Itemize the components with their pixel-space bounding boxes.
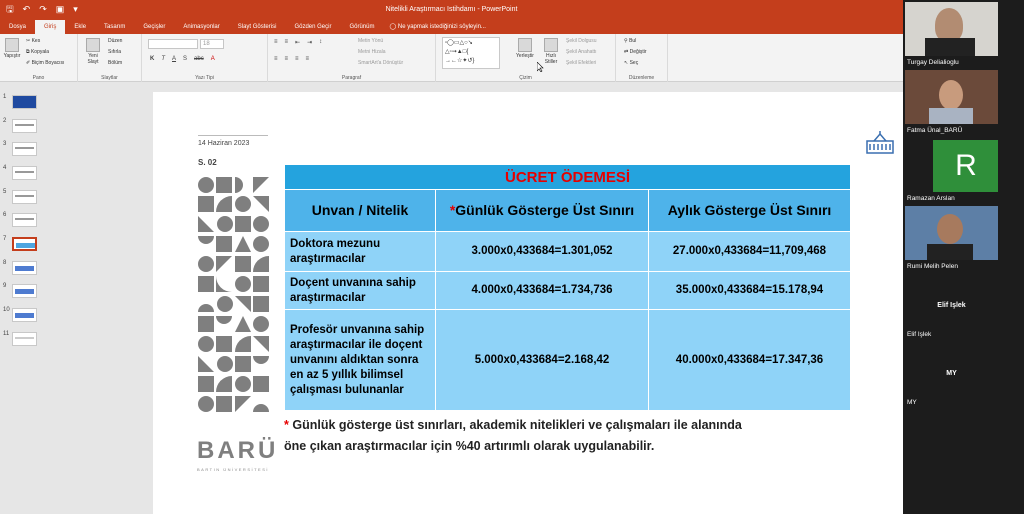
participant-name: Turgay Delialioglu	[907, 59, 959, 66]
row-monthly: 27.000x0,433684=11,709,468	[649, 232, 851, 272]
slide-thumbnail[interactable]	[2, 331, 44, 351]
start-slideshow-icon[interactable]: ▣	[55, 4, 65, 14]
participant-tile[interactable]	[905, 342, 998, 408]
paste-button[interactable]	[1, 38, 23, 59]
tell-me-box[interactable]	[383, 20, 485, 34]
bullets-icon[interactable]: ≡	[274, 39, 278, 45]
thumb-image	[12, 166, 37, 180]
section-button[interactable]: Bölüm	[108, 60, 123, 66]
decrease-indent-icon[interactable]: ⇤	[295, 40, 301, 46]
paste-label: Yapıştır	[3, 53, 21, 59]
participant-tile[interactable]	[905, 274, 998, 340]
group-label: Pano	[32, 75, 45, 81]
smartart-button[interactable]: SmartArt'a Dönüştür	[358, 60, 404, 66]
reset-button[interactable]: Sıfırla	[108, 49, 122, 55]
participant-video	[905, 2, 998, 56]
table-row	[285, 310, 851, 411]
tell-me-text: Ne yapmak istediğinizi söyleyin...	[397, 24, 486, 30]
thumb-image	[12, 332, 37, 346]
participant-name: MY	[907, 399, 917, 406]
participant-video	[905, 206, 998, 260]
thumb-number: 4	[3, 165, 7, 171]
participant-tile[interactable]	[905, 138, 998, 204]
brush-icon: ✐	[26, 60, 32, 66]
table-title: ÜCRET ÖDEMESİ	[285, 165, 851, 190]
mouse-cursor-icon	[537, 62, 545, 72]
participant-tile[interactable]	[905, 206, 998, 272]
row-monthly: 40.000x0,433684=17.347,36	[649, 310, 851, 411]
align-left-icon[interactable]: ≡	[274, 56, 278, 62]
person-silhouette	[939, 80, 963, 110]
bold-icon[interactable]: K	[150, 56, 155, 62]
date-divider	[198, 135, 268, 136]
group-label: Düzenleme	[628, 75, 655, 81]
thumb-image	[12, 119, 37, 133]
slide-thumbnail[interactable]	[2, 212, 44, 232]
new-slide-button[interactable]	[82, 38, 104, 65]
tab-slideshow[interactable]: Slayt Gösterisi	[237, 24, 277, 30]
increase-indent-icon[interactable]: ⇥	[307, 40, 313, 46]
thumb-number: 7	[3, 236, 7, 242]
slide-thumbnail[interactable]	[2, 283, 44, 303]
line-spacing-icon[interactable]: ↕	[319, 39, 323, 45]
slide-canvas[interactable]	[153, 92, 903, 514]
align-center-icon[interactable]: ≡	[284, 56, 289, 62]
video-participants-panel	[903, 0, 1024, 514]
cut-label: Kes	[31, 38, 41, 44]
strikethrough-icon[interactable]: abc	[194, 56, 204, 62]
slide-thumbnail-active[interactable]	[2, 236, 44, 256]
note-asterisk: *	[284, 418, 289, 432]
font-name-field[interactable]	[148, 39, 198, 49]
slide-thumbnail[interactable]	[2, 165, 44, 185]
participant-avatar: R	[933, 140, 998, 192]
ribbon	[0, 34, 903, 82]
thumb-image	[12, 142, 37, 156]
asterisk: *	[449, 202, 456, 218]
university-name: BARTIN ÜNİVERSİTESİ	[197, 467, 269, 472]
thumb-image	[12, 237, 37, 251]
replace-label: Değiştir	[629, 49, 647, 55]
thumb-number: 2	[3, 118, 7, 124]
group-clipboard	[0, 34, 78, 82]
select-button[interactable]	[624, 60, 638, 67]
tab-animations[interactable]: Animasyonlar	[183, 24, 220, 30]
tab-design[interactable]: Tasarım	[104, 24, 126, 30]
thumb-number: 1	[3, 94, 7, 100]
title-bar	[0, 0, 903, 20]
thumb-number: 10	[3, 307, 10, 313]
copy-label: Kopyala	[30, 49, 50, 55]
header-daily	[436, 190, 649, 232]
group-label: Slaytlar	[101, 75, 118, 81]
table-header-row	[285, 190, 851, 232]
font-size-field[interactable]: 18	[200, 39, 224, 49]
slide-thumbnail[interactable]	[2, 94, 44, 114]
window-title: Nitelikli Araştırmacı Istihdamı - PowerPoint	[385, 6, 518, 13]
new-slide-icon	[86, 38, 100, 52]
table-row	[285, 272, 851, 310]
tab-view[interactable]: Görünüm	[349, 24, 375, 30]
slide-thumbnail[interactable]	[2, 260, 44, 280]
participant-name: Elif Işlek	[907, 331, 932, 338]
slide-thumbnail[interactable]	[2, 307, 44, 327]
note-line-2: öne çıkan araştırmacılar için %40 artırımlı olarak uygulanabilir.	[284, 439, 655, 453]
list-buttons	[274, 39, 322, 46]
person-body	[927, 244, 973, 260]
cut-button[interactable]	[26, 38, 40, 45]
footnote	[284, 415, 894, 457]
participant-name: Ramazan Arslan	[907, 195, 955, 202]
slide-thumbnail[interactable]	[2, 141, 44, 161]
font-format-buttons	[150, 56, 215, 62]
new-slide-label: Yeni Slayt	[87, 53, 99, 65]
person-silhouette	[937, 214, 963, 244]
person-body	[925, 38, 975, 56]
tab-home[interactable]: Giriş	[35, 20, 65, 34]
participant-name: Fatma Ünal_BARÜ	[907, 127, 963, 134]
thumb-number: 9	[3, 283, 7, 289]
save-icon[interactable]: 🖫	[6, 4, 14, 14]
slide-thumbnail[interactable]	[2, 118, 44, 138]
thumb-number: 3	[3, 141, 7, 147]
font-color-icon[interactable]: A	[210, 56, 215, 62]
thumb-image	[12, 95, 37, 109]
tab-insert[interactable]: Ekle	[74, 24, 87, 30]
row-monthly: 35.000x0,433684=15.178,94	[649, 272, 851, 310]
undo-icon[interactable]: ↶	[22, 4, 31, 14]
row-daily: 3.000x0,433684=1.301,052	[436, 232, 649, 272]
numbering-icon[interactable]: ≡	[284, 39, 289, 45]
group-font	[142, 34, 268, 82]
thumb-image	[12, 213, 37, 227]
shapes-gallery[interactable]: ▫◯▭△○↘ △▫⇝▲□{ →←☆✦↺}	[442, 37, 500, 69]
participant-tile[interactable]	[905, 2, 998, 68]
arrange-button[interactable]	[514, 38, 536, 59]
slide-number-label: S. 02	[198, 158, 217, 167]
find-icon: ⚲	[624, 38, 630, 44]
group-slides	[78, 34, 142, 82]
thumb-image	[12, 284, 37, 298]
italic-icon[interactable]: T	[161, 56, 166, 62]
participant-video	[905, 70, 998, 124]
thumb-number: 6	[3, 212, 7, 218]
group-label: Yazı Tipi	[195, 75, 214, 81]
participant-center-name: Elif Işlek	[937, 302, 966, 309]
shadow-icon[interactable]: S	[183, 56, 188, 62]
replace-button[interactable]	[624, 49, 647, 56]
baru-logo: BARÜ	[197, 437, 279, 464]
participant-center-name: MY	[946, 370, 957, 377]
row-daily: 4.000x0,433684=1.734,736	[436, 272, 649, 310]
underline-icon[interactable]: A	[172, 56, 177, 62]
ribbon-tabs	[0, 20, 903, 34]
layout-button[interactable]: Düzen	[108, 38, 123, 44]
thumb-number: 11	[3, 331, 10, 337]
justify-icon[interactable]: ≡	[305, 56, 310, 62]
thumb-number: 8	[3, 260, 7, 266]
row-title: Doktora mezunu araştırmacılar	[285, 232, 436, 272]
format-painter-label: Biçim Boyacısı	[31, 60, 65, 66]
group-label: Çizim	[519, 75, 532, 81]
note-line-1: Günlük gösterge üst sınırları, akademik nitelikleri ve çalışmaları ile alanında	[292, 418, 742, 432]
group-label: Paragraf	[341, 75, 362, 81]
row-daily: 5.000x0,433684=2.168,42	[436, 310, 649, 411]
participant-tile[interactable]	[905, 70, 998, 136]
group-editing	[616, 34, 668, 82]
participant-name: Rumi Melih Pelen	[907, 263, 958, 270]
align-text-button[interactable]: Metni Hizala	[358, 49, 386, 55]
shape-effects-button[interactable]: Şekil Efektleri	[566, 60, 597, 66]
header-daily-text: Günlük Gösterge Üst Sınırı	[455, 202, 635, 218]
redo-icon[interactable]: ↷	[39, 4, 47, 14]
thumb-number: 5	[3, 189, 7, 195]
select-label: Seç	[629, 60, 639, 66]
lightbulb-icon: ◯	[389, 24, 398, 30]
row-title: Profesör unvanına sahip araştırmacılar ile doçent unvanını aldıktan sonra en az 5 yıllık bilimsel çalışması bulunanlar	[285, 310, 436, 411]
format-painter-button[interactable]	[26, 60, 64, 67]
group-paragraph	[268, 34, 436, 82]
tab-file[interactable]: Dosya	[9, 24, 27, 30]
align-right-icon[interactable]: ≡	[295, 56, 299, 62]
group-drawing	[436, 34, 616, 82]
copy-icon: ⧉	[26, 49, 31, 55]
quick-styles-icon	[544, 38, 558, 52]
replace-icon: ⇄	[624, 49, 630, 55]
payment-table	[284, 164, 851, 411]
slide-thumbnails-pane	[0, 83, 46, 514]
align-buttons	[274, 56, 309, 62]
quick-styles-label: Hızlı Stiller	[544, 53, 558, 65]
geometric-pattern	[197, 176, 271, 420]
tab-transitions[interactable]: Geçişler	[143, 24, 166, 30]
find-label: Bul	[629, 38, 637, 44]
find-button[interactable]	[624, 38, 636, 45]
slide-date: 14 Haziran 2023	[198, 140, 250, 147]
thumb-image	[12, 261, 37, 275]
text-direction-button[interactable]: Metin Yönü	[358, 38, 384, 44]
person-body	[929, 108, 973, 124]
row-title: Doçent unvanına sahip araştırmacılar	[285, 272, 436, 310]
table-row	[285, 232, 851, 272]
thumb-table	[16, 243, 35, 248]
select-icon: ↖	[624, 60, 630, 66]
quick-styles-button[interactable]	[540, 38, 562, 65]
customize-qat-icon[interactable]: ▾	[73, 4, 78, 14]
tab-review[interactable]: Gözden Geçir	[294, 24, 332, 30]
copy-button[interactable]	[26, 49, 49, 56]
building-icon	[865, 129, 895, 155]
arrange-label: Yerleştir	[516, 53, 534, 59]
slide-thumbnail[interactable]	[2, 189, 44, 209]
shape-fill-button[interactable]: Şekil Dolgusu	[566, 38, 597, 44]
paste-icon	[5, 38, 19, 52]
header-monthly: Aylık Gösterge Üst Sınırı	[649, 190, 851, 232]
thumb-image	[12, 190, 37, 204]
arrange-icon	[518, 38, 532, 52]
person-silhouette	[935, 8, 963, 42]
header-title: Unvan / Nitelik	[285, 190, 436, 232]
shape-outline-button[interactable]: Şekil Anahattı	[566, 49, 597, 55]
scissors-icon: ✂	[26, 38, 32, 44]
thumb-image	[12, 308, 37, 322]
